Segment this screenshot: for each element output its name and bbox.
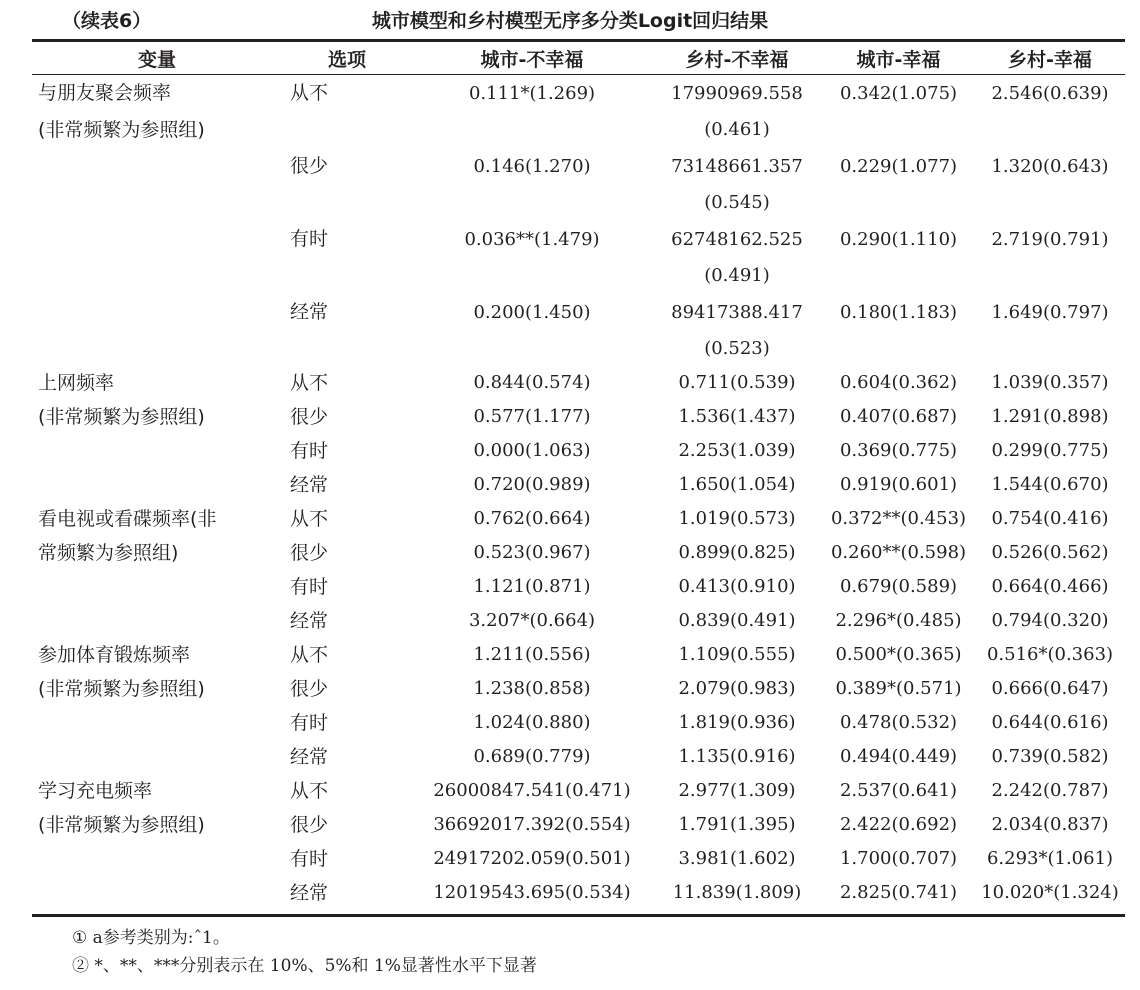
variable-cell: 学习充电频率	[38, 780, 153, 802]
option-cell: 很少	[290, 678, 329, 700]
urban-happy-cell: 2.422(0.692)	[839, 814, 958, 835]
urban-unhappy-cell: 0.720(0.989)	[473, 474, 591, 495]
urban-happy-cell	[822, 186, 975, 220]
urban-unhappy-cell: 26000847.541(0.471)	[433, 780, 631, 801]
rural-happy-cell: 1.544(0.670)	[991, 474, 1109, 495]
rural-happy-cell: 0.794(0.320)	[991, 610, 1109, 631]
rural-unhappy-cell: 1.019(0.573)	[678, 508, 796, 529]
variable-cell	[32, 842, 282, 876]
urban-happy-cell: 0.389*(0.571)	[835, 678, 962, 699]
rural-unhappy-cell: (0.545)	[704, 192, 770, 213]
table-row	[32, 400, 1125, 434]
rural-happy-cell: 1.291(0.898)	[991, 406, 1109, 427]
rural-happy-cell: 0.644(0.616)	[991, 712, 1109, 733]
rural-happy-cell	[975, 259, 1125, 293]
variable-cell	[32, 147, 282, 186]
table-row	[32, 604, 1125, 638]
rural-happy-cell: 2.546(0.639)	[991, 83, 1109, 104]
footnote-2: ② *、**、***分别表示在 10%、5%和 1%显著性水平下显著	[72, 956, 537, 976]
column-header-variable: 变量	[137, 48, 176, 71]
table-row	[32, 740, 1125, 774]
table-row	[32, 147, 1125, 186]
table-row	[32, 186, 1125, 220]
table-row	[32, 366, 1125, 400]
column-header-urban-unhappy: 城市-不幸福	[480, 48, 584, 71]
rural-happy-cell: 1.039(0.357)	[991, 372, 1109, 393]
rural-happy-cell	[975, 113, 1125, 147]
urban-unhappy-cell: 0.200(1.450)	[473, 302, 591, 323]
column-header-urban-happy: 城市-幸福	[856, 48, 941, 71]
urban-happy-cell	[822, 332, 975, 366]
rural-happy-cell: 0.664(0.466)	[991, 576, 1109, 597]
table-row	[32, 536, 1125, 570]
option-cell	[282, 259, 412, 293]
urban-unhappy-cell: 0.523(0.967)	[473, 542, 591, 563]
rural-happy-cell: 0.526(0.562)	[991, 542, 1109, 563]
table-row	[32, 774, 1125, 808]
variable-cell	[32, 570, 282, 604]
table-row	[32, 332, 1125, 366]
urban-happy-cell	[822, 259, 975, 293]
urban-happy-cell: 2.296*(0.485)	[835, 610, 962, 631]
urban-unhappy-cell	[412, 113, 652, 147]
urban-happy-cell: 0.478(0.532)	[839, 712, 958, 733]
table-row	[32, 220, 1125, 259]
rural-happy-cell: 6.293*(1.061)	[986, 848, 1114, 869]
rural-unhappy-cell: 89417388.417	[671, 302, 803, 323]
rural-happy-cell: 0.754(0.416)	[991, 508, 1109, 529]
urban-happy-cell: 0.260**(0.598)	[830, 542, 967, 563]
table-row	[32, 808, 1125, 842]
urban-unhappy-cell: 0.844(0.574)	[473, 372, 591, 393]
table-row	[32, 706, 1125, 740]
urban-happy-cell: 0.679(0.589)	[839, 576, 958, 597]
variable-cell: (非常频繁为参照组)	[38, 678, 205, 700]
urban-unhappy-cell: 0.036**(1.479)	[464, 229, 600, 250]
rural-unhappy-cell: 1.819(0.936)	[678, 712, 796, 733]
option-cell: 经常	[290, 610, 329, 632]
table-title: 城市模型和乡村模型无序多分类Logit回归结果	[371, 10, 769, 32]
urban-unhappy-cell: 0.577(1.177)	[473, 406, 591, 427]
option-cell: 有时	[290, 440, 329, 462]
rural-happy-cell: 0.739(0.582)	[991, 746, 1109, 767]
option-cell: 有时	[290, 576, 329, 598]
table-header-row	[32, 42, 1125, 74]
urban-happy-cell: 1.700(0.707)	[839, 848, 958, 869]
urban-unhappy-cell: 24917202.059(0.501)	[433, 848, 631, 869]
urban-happy-cell: 0.342(1.075)	[839, 83, 958, 104]
variable-cell	[32, 706, 282, 740]
option-cell	[282, 332, 412, 366]
option-cell	[282, 186, 412, 220]
urban-happy-cell: 0.372**(0.453)	[830, 508, 967, 529]
urban-unhappy-cell	[412, 259, 652, 293]
rural-unhappy-cell: 2.977(1.309)	[678, 780, 796, 801]
variable-cell: (非常频繁为参照组)	[38, 814, 205, 836]
urban-happy-cell: 0.494(0.449)	[839, 746, 958, 767]
table-body	[32, 74, 1125, 910]
rural-happy-cell	[975, 332, 1125, 366]
rural-unhappy-cell: 11.839(1.809)	[672, 882, 802, 903]
table-row	[32, 434, 1125, 468]
urban-happy-cell: 2.537(0.641)	[839, 780, 958, 801]
rural-happy-cell: 2.719(0.791)	[991, 229, 1109, 250]
rural-happy-cell: 0.666(0.647)	[991, 678, 1109, 699]
option-cell: 有时	[290, 848, 329, 870]
urban-happy-cell: 0.407(0.687)	[839, 406, 958, 427]
option-cell: 很少	[290, 155, 329, 177]
rural-unhappy-cell: 0.899(0.825)	[678, 542, 796, 563]
variable-cell	[32, 876, 282, 910]
column-header-option: 选项	[327, 48, 366, 71]
rural-unhappy-cell: 1.109(0.555)	[678, 644, 796, 665]
urban-unhappy-cell: 12019543.695(0.534)	[433, 882, 631, 903]
option-cell: 从不	[290, 780, 329, 802]
rural-unhappy-cell: 1.791(1.395)	[678, 814, 796, 835]
urban-happy-cell: 0.229(1.077)	[839, 156, 958, 177]
rural-happy-cell: 1.649(0.797)	[991, 302, 1109, 323]
table-row	[32, 842, 1125, 876]
urban-unhappy-cell: 0.146(1.270)	[473, 156, 591, 177]
rural-unhappy-cell: (0.491)	[704, 265, 770, 286]
table-continuation-label: （续表6）	[62, 10, 152, 32]
urban-unhappy-cell: 0.111*(1.269)	[468, 83, 596, 104]
variable-cell	[32, 468, 282, 502]
option-cell: 经常	[290, 882, 329, 904]
regression-table	[32, 42, 1125, 910]
option-cell: 经常	[290, 746, 329, 768]
urban-happy-cell: 0.919(0.601)	[839, 474, 958, 495]
rural-happy-cell	[975, 186, 1125, 220]
rural-happy-cell: 10.020*(1.324)	[981, 882, 1119, 903]
rural-happy-cell: 2.034(0.837)	[991, 814, 1109, 835]
variable-cell	[32, 293, 282, 332]
variable-cell: 常频繁为参照组)	[38, 542, 179, 564]
urban-happy-cell: 0.290(1.110)	[839, 229, 958, 250]
rural-unhappy-cell: 62748162.525	[671, 229, 803, 250]
column-header-rural-unhappy: 乡村-不幸福	[685, 48, 789, 71]
urban-unhappy-cell: 0.000(1.063)	[473, 440, 591, 461]
urban-happy-cell	[822, 113, 975, 147]
option-cell: 经常	[290, 474, 329, 496]
rural-unhappy-cell: 2.253(1.039)	[678, 440, 796, 461]
variable-cell: 上网频率	[38, 372, 115, 394]
option-cell: 从不	[290, 508, 329, 530]
rural-unhappy-cell: 0.839(0.491)	[678, 610, 796, 631]
urban-unhappy-cell: 0.762(0.664)	[473, 508, 591, 529]
variable-cell: 看电视或看碟频率(非	[38, 508, 217, 530]
table-row	[32, 293, 1125, 332]
variable-cell	[32, 434, 282, 468]
rural-unhappy-cell: 0.711(0.539)	[678, 372, 796, 393]
rural-unhappy-cell: 17990969.558	[671, 83, 803, 104]
urban-happy-cell: 0.180(1.183)	[839, 302, 958, 323]
option-cell: 很少	[290, 406, 329, 428]
variable-cell	[32, 332, 282, 366]
rural-unhappy-cell: 73148661.357	[671, 156, 803, 177]
rural-unhappy-cell: (0.523)	[704, 338, 770, 359]
rural-unhappy-cell: 2.079(0.983)	[678, 678, 796, 699]
rural-happy-cell: 2.242(0.787)	[991, 780, 1109, 801]
option-cell: 很少	[290, 542, 329, 564]
urban-happy-cell: 2.825(0.741)	[839, 882, 958, 903]
rural-unhappy-cell: 1.650(1.054)	[678, 474, 796, 495]
urban-unhappy-cell: 1.024(0.880)	[473, 712, 591, 733]
table-row	[32, 113, 1125, 147]
footnote-1: ① a参考类别为:ˆ1。	[72, 928, 230, 948]
variable-cell	[32, 186, 282, 220]
urban-unhappy-cell: 3.207*(0.664)	[468, 610, 596, 631]
column-header-rural-happy: 乡村-幸福	[1008, 48, 1092, 71]
urban-unhappy-cell: 1.211(0.556)	[473, 644, 591, 665]
rural-unhappy-cell: 1.536(1.437)	[678, 406, 796, 427]
option-cell: 有时	[290, 712, 329, 734]
rural-unhappy-cell: 0.413(0.910)	[678, 576, 796, 597]
rural-unhappy-cell: 3.981(1.602)	[678, 848, 796, 869]
rural-unhappy-cell: (0.461)	[704, 119, 770, 140]
urban-unhappy-cell: 0.689(0.779)	[473, 746, 591, 767]
table-row	[32, 259, 1125, 293]
table-row	[32, 502, 1125, 536]
option-cell: 经常	[290, 301, 329, 323]
variable-cell	[32, 604, 282, 638]
variable-cell: 与朋友聚会频率	[38, 82, 172, 104]
option-cell: 从不	[290, 82, 329, 104]
urban-unhappy-cell: 1.121(0.871)	[473, 576, 591, 597]
variable-cell	[32, 220, 282, 259]
urban-unhappy-cell: 1.238(0.858)	[473, 678, 591, 699]
table-row	[32, 570, 1125, 604]
urban-unhappy-cell	[412, 332, 652, 366]
option-cell: 从不	[290, 372, 329, 394]
variable-cell	[32, 259, 282, 293]
rural-happy-cell: 0.516*(0.363)	[986, 644, 1114, 665]
rural-unhappy-cell: 1.135(0.916)	[678, 746, 796, 767]
urban-unhappy-cell: 36692017.392(0.554)	[433, 814, 631, 835]
table-row	[32, 672, 1125, 706]
urban-happy-cell: 0.369(0.775)	[839, 440, 958, 461]
table-row	[32, 638, 1125, 672]
option-cell	[282, 113, 412, 147]
variable-cell: 参加体育锻炼频率	[38, 644, 191, 666]
option-cell: 有时	[290, 228, 329, 250]
variable-cell	[32, 740, 282, 774]
option-cell: 很少	[290, 814, 329, 836]
variable-cell: (非常频繁为参照组)	[38, 119, 205, 141]
bottom-rule	[32, 914, 1125, 917]
urban-happy-cell: 0.500*(0.365)	[835, 644, 962, 665]
rural-happy-cell: 0.299(0.775)	[991, 440, 1109, 461]
urban-unhappy-cell	[412, 186, 652, 220]
table-row	[32, 468, 1125, 502]
variable-cell: (非常频繁为参照组)	[38, 406, 205, 428]
rural-happy-cell: 1.320(0.643)	[991, 156, 1109, 177]
table-row	[32, 74, 1125, 113]
table-row	[32, 876, 1125, 910]
option-cell: 从不	[290, 644, 329, 666]
urban-happy-cell: 0.604(0.362)	[839, 372, 958, 393]
